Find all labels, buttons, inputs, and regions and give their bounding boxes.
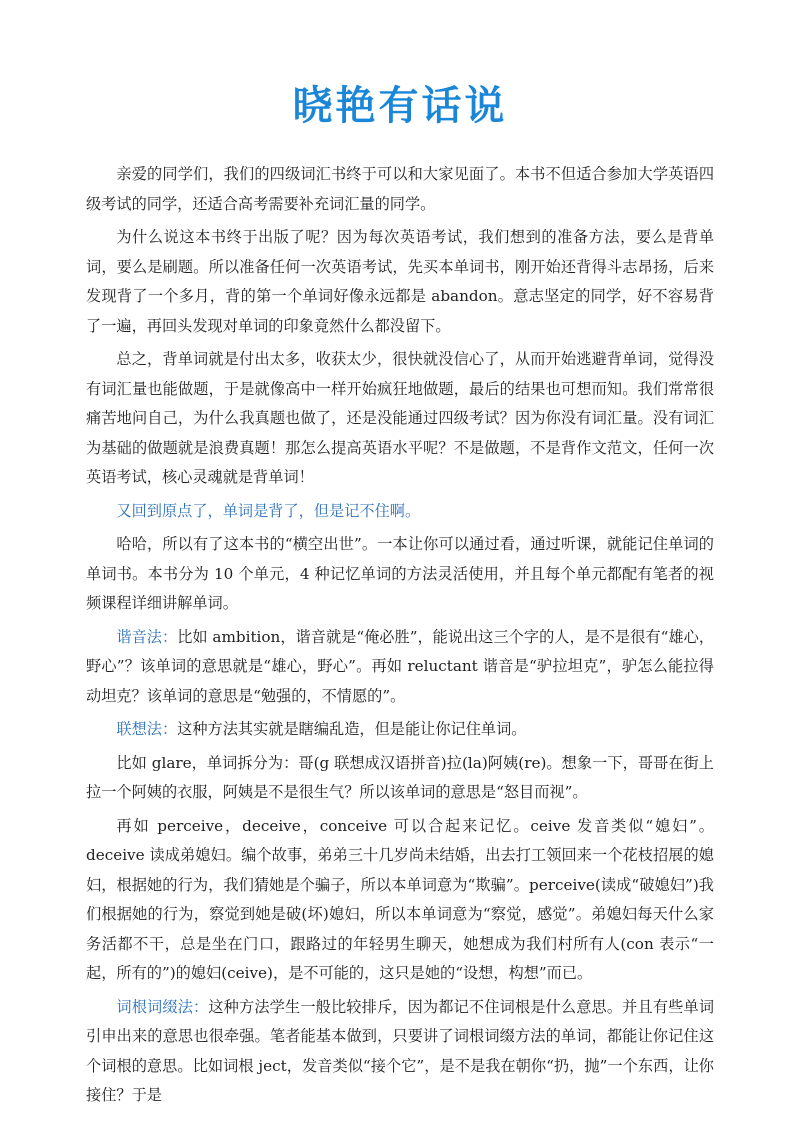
paragraph-glare-example: 比如 glare，单词拆分为：哥(g 联想成汉语拼音)拉(la)阿姨(re)。想象一下，哥哥在街上拉一个阿姨的衣服，阿姨是不是很生气？所以该单词的意思是“怒目而视”。 [86,753,714,801]
paragraph-3: 总之，背单词就是付出太多，收获太少，很快就没信心了，从而开始逃避背单词，觉得没有词汇量也能做题，于是就像高中一样开始疯狂地做题，最后的结果也可想而知。我们常常很痛苦地问自己，为什么我真题也做了，还是没能通过四级考试？因为你没有词汇量。没有词汇为基础的做题就是浪费真题！那怎么提高英语水平呢？不是做题，不是背作文范文，任何一次英语考试，核心灵魂就是背单词！ [86,350,714,486]
paragraph-root-affix-method: 词根词缀法：这种方法学生一般比较排斥，因为都记不住词根是什么意思。并且有些单词引申出来的意思也很牵强。笔者能基本做到，只要讲了词根词缀方法的单词，都能让你记住这个词根的意思。比如词根 ject，发音类似“接个它”，是不是我在朝你“扔，抛”一个东西，让你接住？于是 [86,997,715,1104]
paragraph-2: 为什么说这本书终于出版了呢？因为每次英语考试，我们想到的准备方法，要么是背单词，要么是刷题。所以准备任何一次英语考试，先买本单词书，刚开始还背得斗志昂扬，后来发现背了一个多月，背的第一个单词好像永远都是 abandon。意志坚定的同学，好不容易背了一遍，再回头发现对单词的印象竟然什么都没留下。 [86,228,714,335]
paragraph-5: 哈哈，所以有了这本书的“横空出世”。一本让你可以通过看，通过听课，就能记住单词的单词书。本书分为 10 个单元，4 种记忆单词的方法灵活使用，并且每个单元都配有笔者的视频课程详细讲解单词。 [86,535,714,612]
paragraph-association-method: 联想法：这种方法其实就是瞎编乱造，但是能让你记住单词。 [116,720,527,738]
method-heading-root-affix: 词根词缀法： [116,997,209,1016]
method-heading-association: 联想法： [116,720,178,738]
page-title: 晓艳有话说 [292,83,508,129]
paragraph-ceive-example: 再如 perceive，deceive，conceive 可以合起来记忆。ceive 发音类似“媳妇”。deceive 读成弟媳妇。编个故事，弟弟三十几岁尚未结婚，出去打工领回来一个花枝招展的媳妇，根据她的行为，我们猜她是个骗子，所以本单词意为“欺骗”。perceive(读成“破媳妇”)我们根据她的行为，察觉到她是破(坏)媳妇，所以本单词意为“察觉，感觉”。弟媳妇每天什么家务活都不干，总是坐在门口，跟路过的年轻男生聊天，她想成为我们村所有人(con 表示“一起，所有的”)的媳妇(ceive)，是不可能的，这只是她的“设想，构想”而已。 [86,816,714,982]
paragraph-1: 亲爱的同学们，我们的四级词汇书终于可以和大家见面了。本书不但适合参加大学英语四级考试的同学，还适合高考需要补充词汇量的同学。 [86,165,714,213]
body-text [86,160,714,1115]
paragraph-homophone-method: 谐音法：比如 ambition，谐音就是“俺必胜”，能说出这三个字的人，是不是很有“雄心，野心”？该单词的意思就是“雄心，野心”。再如 reluctant 谐音是“驴拉坦克”，驴怎么能拉得动坦克？该单词的意思是“勉强的，不情愿的”。 [86,627,715,705]
method-heading-homophone: 谐音法： [116,627,178,646]
paragraph-4-highlight: 又回到原点了，单词是背了，但是记不住啊。 [116,501,421,520]
